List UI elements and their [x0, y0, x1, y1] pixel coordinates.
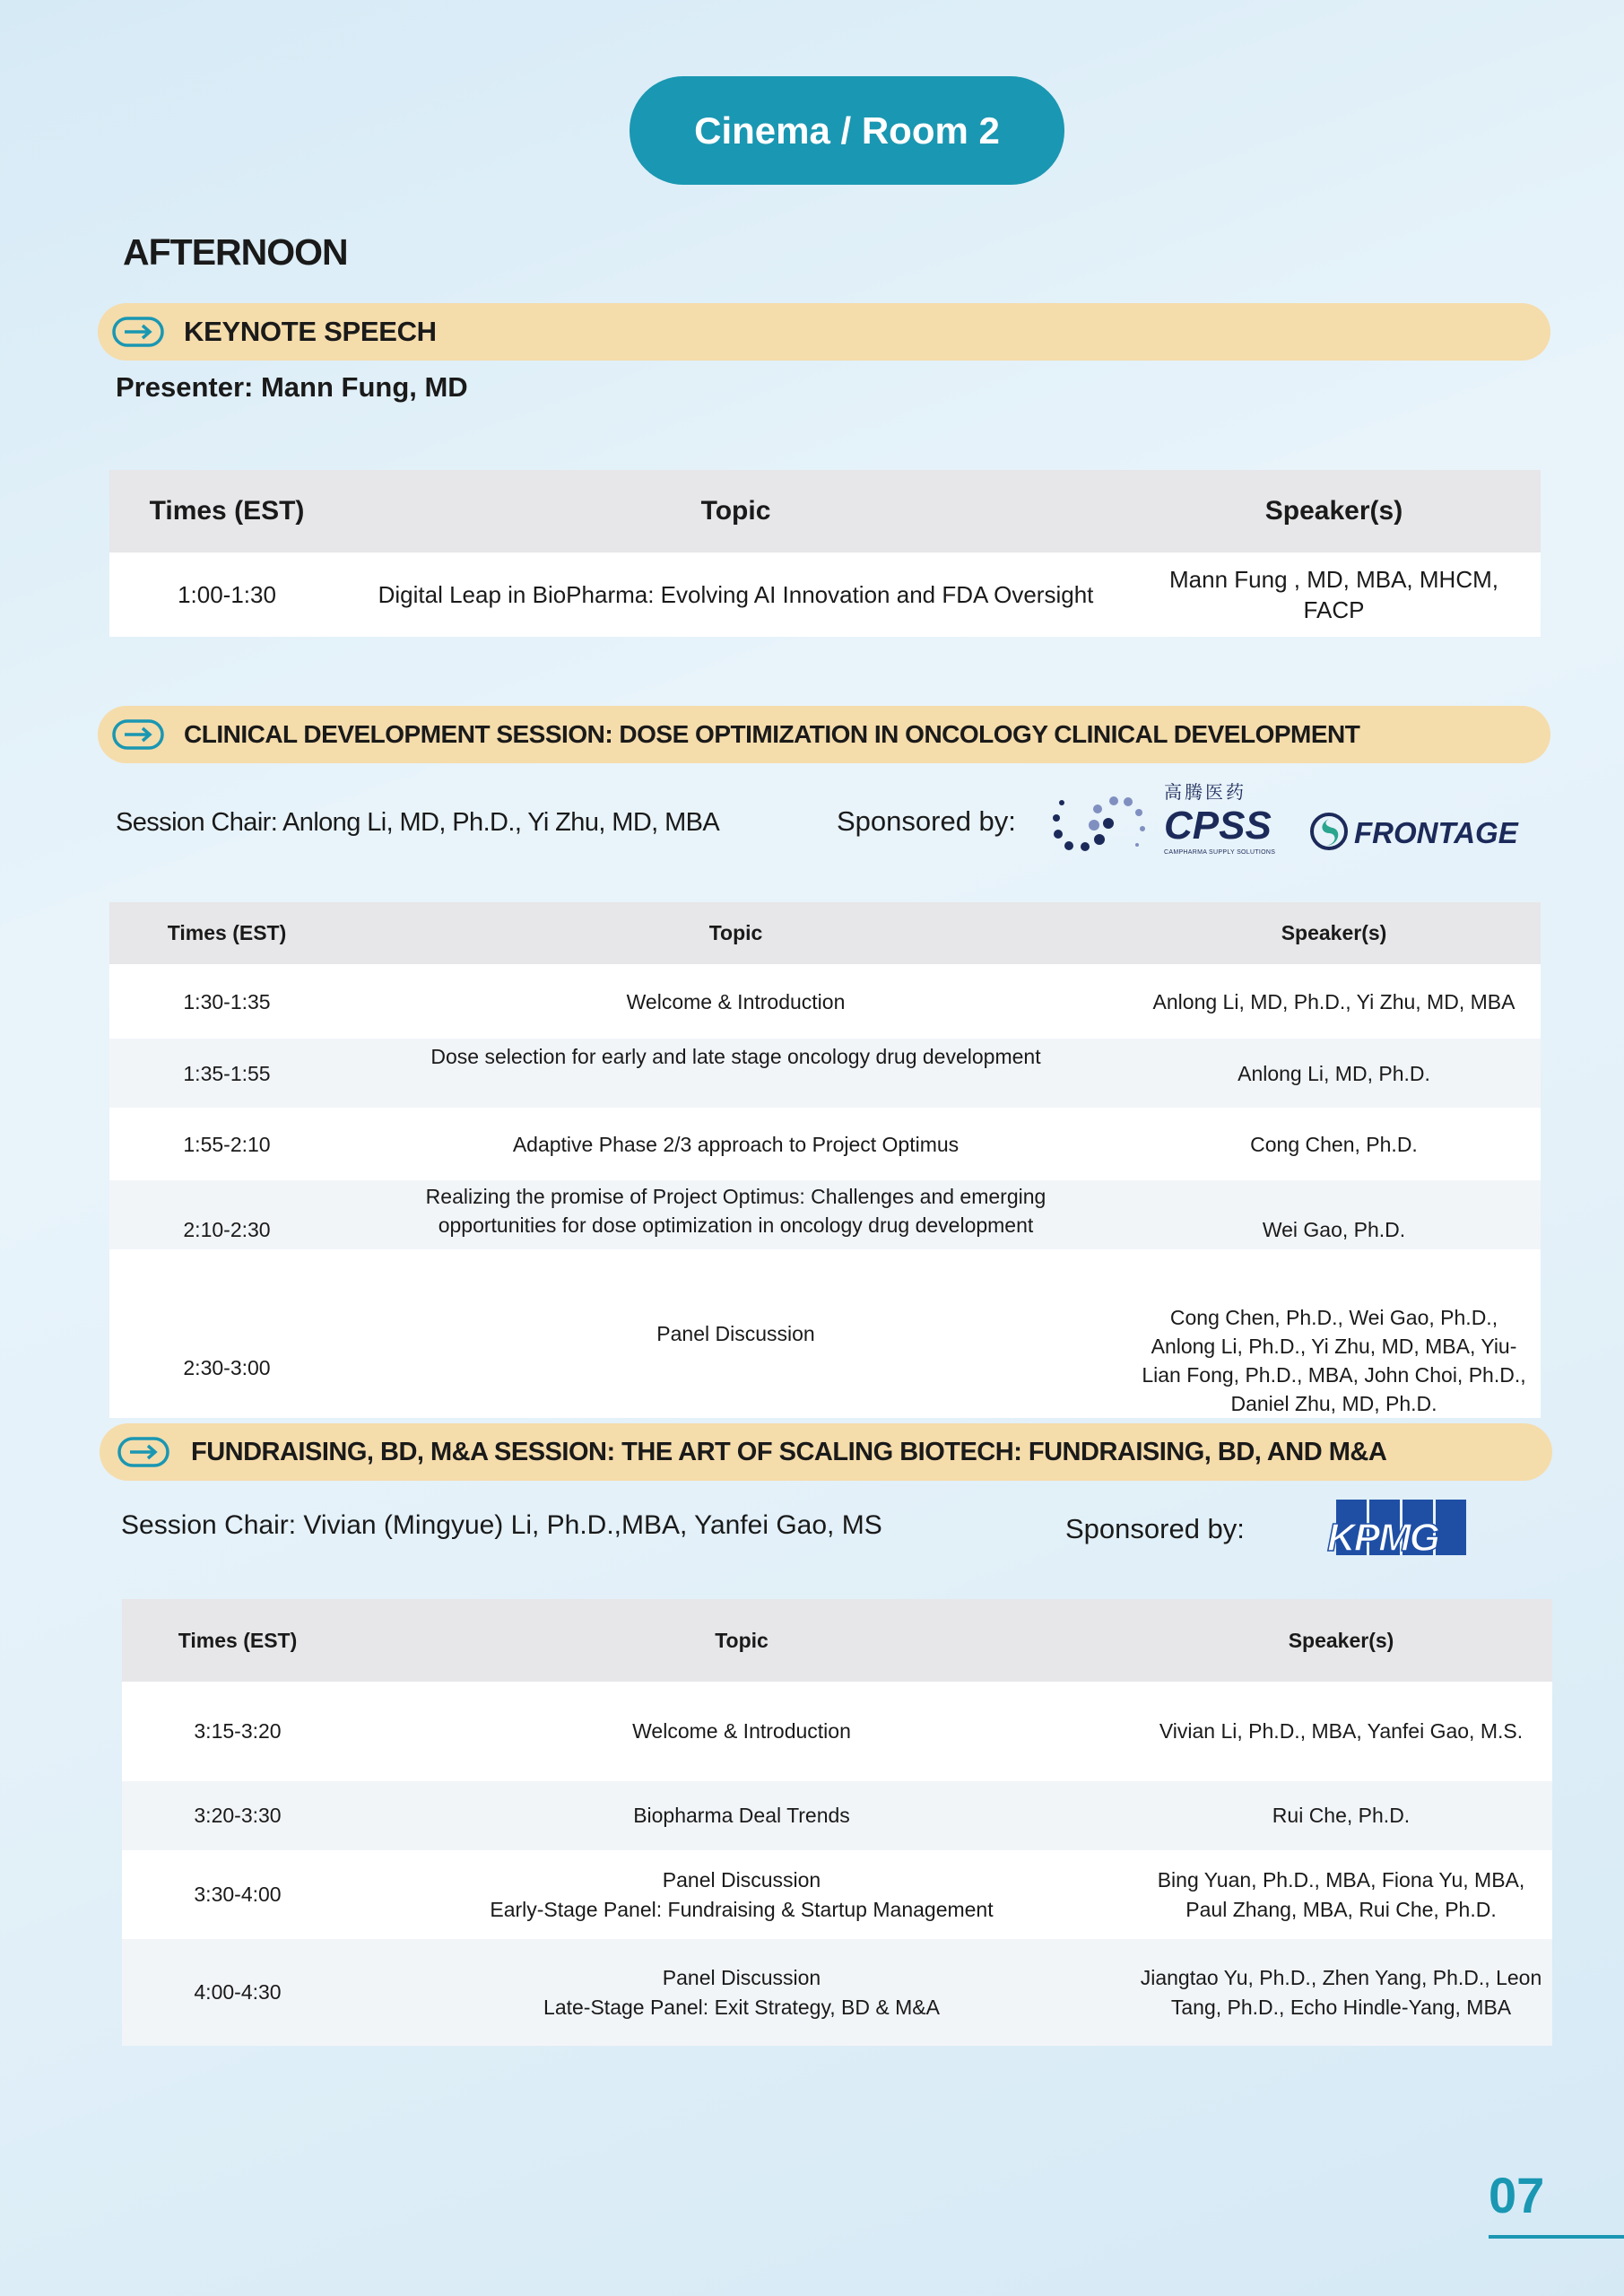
time: 2:30-3:00	[109, 1249, 344, 1418]
table-row	[122, 1850, 1552, 1939]
time: 2:10-2:30	[109, 1180, 344, 1249]
section-title: KEYNOTE SPEECH	[184, 316, 437, 347]
table-row	[122, 1939, 1552, 2046]
arrow-right-icon	[112, 719, 164, 750]
speakers: Anlong Li, MD, Ph.D., Yi Zhu, MD, MBA	[1127, 964, 1541, 1039]
frontage-logo-icon	[1309, 812, 1349, 851]
table-row	[109, 552, 1541, 637]
topic: Panel Discussion Early-Stage Panel: Fundraising & Startup Management	[353, 1850, 1130, 1939]
speakers: Wei Gao, Ph.D.	[1127, 1180, 1541, 1249]
section-title: FUNDRAISING, BD, M&A SESSION: THE ART OF SCALING BIOTECH: FUNDRAISING, BD, AND M&A	[191, 1437, 1387, 1466]
fundraising-table	[122, 1599, 1552, 2046]
topic: Realizing the promise of Project Optimus: Challenges and emerging opportunities for dose optimization in oncology drug development	[344, 1180, 1127, 1249]
time: 3:15-3:20	[122, 1682, 353, 1781]
topic: Dose selection for early and late stage oncology drug development	[344, 1039, 1127, 1108]
table-row	[109, 1249, 1541, 1418]
period-heading: AFTERNOON	[123, 231, 348, 273]
arrow-right-icon	[117, 1437, 169, 1467]
table-row	[122, 1781, 1552, 1850]
table-header-row	[109, 902, 1541, 964]
page-number: 07	[1489, 2167, 1545, 2223]
speakers: Mann Fung , MD, MBA, MHCM, FACP	[1127, 552, 1541, 637]
topic: Digital Leap in BioPharma: Evolving AI Innovation and FDA Oversight	[344, 552, 1127, 637]
time: 1:30-1:35	[109, 964, 344, 1039]
page-number-underline	[1489, 2235, 1624, 2239]
cpss-dots-logo	[1047, 789, 1155, 856]
keynote-section-bar	[98, 303, 1550, 361]
table-row	[109, 964, 1541, 1039]
speakers: Jiangtao Yu, Ph.D., Zhen Yang, Ph.D., Leon Tang, Ph.D., Echo Hindle-Yang, MBA	[1130, 1939, 1552, 2046]
topic: Panel Discussion	[344, 1249, 1127, 1418]
topic: Welcome & Introduction	[344, 964, 1127, 1039]
arrow-right-icon	[112, 317, 164, 347]
col-speakers: Speaker(s)	[1127, 470, 1541, 552]
section-title: CLINICAL DEVELOPMENT SESSION: DOSE OPTIMIZATION IN ONCOLOGY CLINICAL DEVELOPMENT	[184, 720, 1360, 748]
table-row	[122, 1682, 1552, 1781]
table-row	[109, 1039, 1541, 1108]
col-topic: Topic	[344, 902, 1127, 964]
time: 1:35-1:55	[109, 1039, 344, 1108]
topic: Welcome & Introduction	[353, 1682, 1130, 1781]
topic: Biopharma Deal Trends	[353, 1781, 1130, 1850]
keynote-table	[109, 470, 1541, 637]
presenter: Presenter: Mann Fung, MD	[116, 371, 468, 403]
time: 1:00-1:30	[109, 552, 344, 637]
col-times: Times (EST)	[122, 1599, 353, 1682]
room-badge: Cinema / Room 2	[630, 76, 1064, 185]
fundraising-section-bar	[100, 1423, 1552, 1481]
speakers: Cong Chen, Ph.D., Wei Gao, Ph.D., Anlong Li, Ph.D., Yi Zhu, MD, MBA, Yiu-Lian Fong, Ph.D., MBA, John Choi, Ph.D., Daniel Zhu, MD, Ph.D.	[1127, 1249, 1541, 1418]
col-topic: Topic	[353, 1599, 1130, 1682]
table-header-row	[122, 1599, 1552, 1682]
col-speakers: Speaker(s)	[1127, 902, 1541, 964]
sponsored-label: Sponsored by:	[1065, 1513, 1245, 1544]
table-row	[109, 1180, 1541, 1249]
topic: Panel Discussion Late-Stage Panel: Exit Strategy, BD & M&A	[353, 1939, 1130, 2046]
table-row	[109, 1108, 1541, 1180]
speakers: Bing Yuan, Ph.D., MBA, Fiona Yu, MBA, Paul Zhang, MBA, Rui Che, Ph.D.	[1130, 1850, 1552, 1939]
clinical-section-bar	[98, 706, 1550, 763]
col-times: Times (EST)	[109, 470, 344, 552]
table-header-row	[109, 470, 1541, 552]
speakers: Anlong Li, MD, Ph.D.	[1127, 1039, 1541, 1108]
speakers: Cong Chen, Ph.D.	[1127, 1108, 1541, 1180]
speakers: Vivian Li, Ph.D., MBA, Yanfei Gao, M.S.	[1130, 1682, 1552, 1781]
col-speakers: Speaker(s)	[1130, 1599, 1552, 1682]
speakers: Rui Che, Ph.D.	[1130, 1781, 1552, 1850]
session-chair: Session Chair: Anlong Li, MD, Ph.D., Yi Zhu, MD, MBA	[116, 808, 720, 837]
sponsored-label: Sponsored by:	[837, 805, 1016, 837]
topic: Adaptive Phase 2/3 approach to Project Optimus	[344, 1108, 1127, 1180]
col-topic: Topic	[344, 470, 1127, 552]
col-times: Times (EST)	[109, 902, 344, 964]
session-chair: Session Chair: Vivian (Mingyue) Li, Ph.D.,MBA, Yanfei Gao, MS	[121, 1510, 882, 1540]
clinical-table	[109, 902, 1541, 1418]
cpss-logo: 高腾医药 CPSS CAMPHARMA SUPPLY SOLUTIONS	[1164, 783, 1276, 856]
frontage-logo: FRONTAGE	[1354, 816, 1518, 849]
time: 4:00-4:30	[122, 1939, 353, 2046]
kpmg-logo: KPMG	[1327, 1500, 1466, 1557]
time: 3:20-3:30	[122, 1781, 353, 1850]
time: 1:55-2:10	[109, 1108, 344, 1180]
time: 3:30-4:00	[122, 1850, 353, 1939]
